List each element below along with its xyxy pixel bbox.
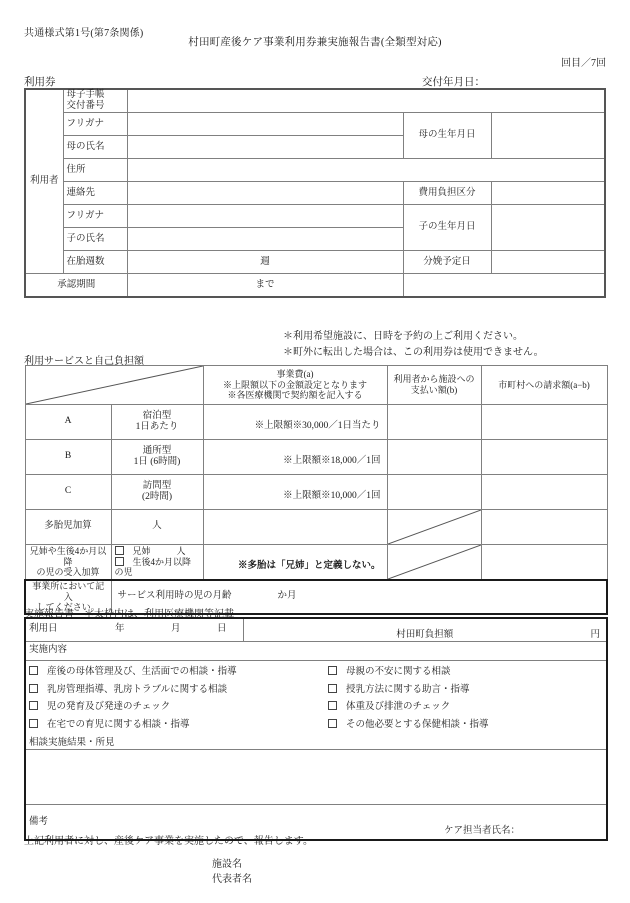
office-entry-text: サービス利用時の児の月齢 <box>117 591 232 602</box>
service-claim-a[interactable] <box>481 405 607 440</box>
table-row <box>25 274 605 298</box>
child-birth-value[interactable] <box>491 205 605 251</box>
service-claim-c[interactable] <box>481 475 607 510</box>
mother-handbook-label-line1: 母子手帳 <box>66 90 105 100</box>
sibling-check-2[interactable] <box>115 557 200 578</box>
check-item-label: 在宅での育児に関する相談・指導 <box>47 719 190 730</box>
service-amount-b: ※上限額※18,000／1回 <box>203 440 387 475</box>
check-item-label: その他必要とする保健相談・指導 <box>346 719 489 730</box>
service-type-c-line2: (2時間) <box>141 492 173 502</box>
consult-result-input[interactable] <box>25 750 607 805</box>
signature-block <box>212 858 252 887</box>
care-staff-name-label: ケア担当者氏名： <box>443 826 520 836</box>
table-row <box>25 750 607 805</box>
due-date-value[interactable] <box>491 251 605 274</box>
service-code-b: B <box>25 440 111 475</box>
contact-label: 連絡先 <box>63 182 127 205</box>
check-item[interactable] <box>29 666 316 678</box>
service-type-a <box>111 405 203 440</box>
table-row <box>25 182 605 205</box>
contact-value[interactable] <box>127 182 403 205</box>
service-type-b <box>111 440 203 475</box>
checkbox-icon[interactable] <box>328 666 337 675</box>
town-burden-label: 村田町負担額 <box>396 630 454 640</box>
checkbox-icon[interactable] <box>115 546 124 555</box>
approval-period-value[interactable]: まで <box>127 274 403 298</box>
sibling-note: ※多胎は「兄姉」と定義しない。 <box>203 545 387 581</box>
table-header-row <box>25 366 607 405</box>
check-item[interactable] <box>328 684 603 696</box>
service-code-a: A <box>25 405 111 440</box>
representative-name-label: 代表者名 <box>212 873 252 885</box>
diagonal-line-icon <box>26 366 203 404</box>
checkbox-icon[interactable] <box>328 701 337 710</box>
check-item-label: 乳房管理指導、乳房トラブルに関する相談 <box>47 684 228 695</box>
checklist-column-right <box>316 663 603 736</box>
service-claim-b[interactable] <box>481 440 607 475</box>
yen-unit: 円 <box>590 630 600 640</box>
table-row <box>25 205 605 228</box>
table-row <box>25 251 605 274</box>
table-row <box>25 661 607 750</box>
sibling-check-2-label: 生後4か月以降の児 <box>114 556 192 578</box>
check-item-label: 産後の母体管理及び、生活面での相談・指導 <box>47 667 237 677</box>
service-payment-a[interactable] <box>387 405 481 440</box>
usage-notes <box>283 329 544 360</box>
multiple-birth-count[interactable]: 人 <box>111 510 203 545</box>
checkbox-icon[interactable] <box>29 719 38 728</box>
diagonal-line-icon <box>388 545 481 579</box>
facility-name-label: 施設名 <box>212 859 242 870</box>
checkbox-icon[interactable] <box>115 557 124 566</box>
service-header-diagonal-cell <box>25 366 203 405</box>
town-burden-field[interactable] <box>243 618 607 642</box>
check-item[interactable] <box>29 701 316 713</box>
check-item-label: 授乳方法に関する助言・指導 <box>346 684 470 695</box>
ticket-section-label: 利用券 <box>24 77 56 88</box>
child-birth-label: 子の生年月日 <box>403 205 491 251</box>
mother-handbook-value[interactable] <box>127 89 605 113</box>
service-payment-b[interactable] <box>387 440 481 475</box>
service-amount-c: ※上限額※10,000／1回 <box>203 475 387 510</box>
check-item[interactable] <box>29 684 316 696</box>
use-date-year: 年 <box>115 624 125 635</box>
service-type-c <box>111 475 203 510</box>
payment-header-line2: 支払い額(b) <box>410 385 458 395</box>
gestation-value[interactable]: 週 <box>127 251 403 274</box>
fee-header-line3: ※各医療機関で契約額を記入する <box>227 390 363 401</box>
service-fee-table <box>24 365 608 615</box>
use-date-label: 利用日 <box>29 624 58 635</box>
child-furigana-value[interactable] <box>127 205 403 228</box>
cost-division-value[interactable] <box>491 182 605 205</box>
address-label: 住所 <box>63 159 127 182</box>
sibling-check-1[interactable] <box>115 546 200 557</box>
multiple-birth-fee[interactable] <box>203 510 387 545</box>
fee-header-line2: ※上限額以下の金額設定となります <box>222 379 367 390</box>
service-type-b-line1: 通所型 <box>142 445 172 456</box>
claim-column-header: 市町村への請求額(a−b) <box>481 366 607 405</box>
approval-period-extra[interactable] <box>403 274 605 298</box>
table-row <box>25 405 607 440</box>
mother-name-value[interactable] <box>127 136 403 159</box>
user-row-header: 利用者 <box>25 89 63 274</box>
office-entry-label-line1: 事業所において記入 <box>32 581 105 602</box>
address-value[interactable] <box>127 159 605 182</box>
consult-result-label: 相談実施結果・所見 <box>29 738 115 748</box>
sibling-checkboxes <box>111 545 203 581</box>
service-section-label: 利用サービスと自己負担額 <box>24 356 144 367</box>
service-type-a-line1: 宿泊型 <box>142 410 172 421</box>
table-row <box>25 618 607 642</box>
table-row <box>25 475 607 510</box>
mother-birth-label: 母の生年月日 <box>403 113 491 159</box>
content-section-label: 実施内容 <box>25 642 607 661</box>
issue-date-label: 交付年月日： <box>422 77 485 88</box>
service-amount-a: ※上限額※30,000／1日当たり <box>203 405 387 440</box>
checkbox-icon[interactable] <box>328 684 337 693</box>
table-row <box>25 545 607 581</box>
check-item[interactable] <box>29 719 316 731</box>
multiple-birth-payment-struck <box>387 510 481 545</box>
usage-count-label: 回目／7回 <box>561 58 606 69</box>
payment-header-line1: 利用者から施設への <box>393 374 475 385</box>
cost-division-label: 費用負担区分 <box>403 182 491 205</box>
checkbox-icon[interactable] <box>29 701 38 710</box>
check-item[interactable] <box>328 701 603 713</box>
table-row <box>25 89 605 113</box>
sibling-claim[interactable] <box>481 545 607 581</box>
page-title: 村田町産後ケア事業利用券兼実施報告書(全類型対応) <box>188 37 442 48</box>
checklist-column-left <box>29 663 316 736</box>
service-payment-c[interactable] <box>387 475 481 510</box>
diagonal-line-icon <box>388 510 481 544</box>
service-code-c: C <box>25 475 111 510</box>
user-info-table <box>24 88 606 298</box>
multiple-birth-claim[interactable] <box>481 510 607 545</box>
fee-column-header <box>203 366 387 405</box>
usage-note-1: ＊利用希望施設に、日時を予約の上ご利用ください。 <box>283 331 523 342</box>
check-item-label: 体重及び排泄のチェック <box>346 702 451 712</box>
table-row <box>25 159 605 182</box>
checkbox-icon[interactable] <box>29 684 38 693</box>
child-furigana-label: フリガナ <box>63 205 127 228</box>
checkbox-icon[interactable] <box>328 719 337 728</box>
child-name-value[interactable] <box>127 228 403 251</box>
use-date-field[interactable] <box>25 618 243 642</box>
payment-column-header <box>387 366 481 405</box>
check-item[interactable] <box>328 666 603 678</box>
use-date-month: 月 <box>171 624 181 635</box>
implementation-report-table <box>24 617 608 841</box>
gestation-label: 在胎週数 <box>63 251 127 274</box>
report-section-note: ＊太枠内は、利用医療機関等記載 <box>84 609 234 620</box>
due-date-label: 分娩予定日 <box>403 251 491 274</box>
mother-name-label: 母の氏名 <box>63 136 127 159</box>
report-section-label: 実施報告書 <box>24 609 74 620</box>
sibling-label-line1: 兄姉や生後4か月以降 <box>29 546 107 567</box>
sibling-label <box>25 545 111 581</box>
table-row <box>25 440 607 475</box>
checkbox-icon[interactable] <box>29 666 38 675</box>
form-code: 共通様式第1号(第7条関係) <box>24 28 144 39</box>
child-name-label: 子の氏名 <box>63 228 127 251</box>
office-entry-unit: か月 <box>277 591 297 602</box>
service-type-b-line2: 1日 (6時間) <box>133 457 181 467</box>
service-type-c-line1: 訪問型 <box>142 480 172 491</box>
table-row <box>25 642 607 661</box>
fee-header-line1: 事業費(a) <box>276 369 314 380</box>
mother-handbook-label-line2: 交付番号 <box>66 101 105 112</box>
content-checklist <box>25 661 607 750</box>
use-date-day: 日 <box>217 624 227 635</box>
service-type-a-line2: 1日あたり <box>135 422 179 432</box>
mother-birth-value[interactable] <box>491 113 605 159</box>
sibling-payment-struck <box>387 545 481 581</box>
usage-note-2: ＊町外に転出した場合は、この利用券は使用できません。 <box>283 346 544 358</box>
sibling-check-1-unit: 人 <box>176 546 186 557</box>
check-item[interactable] <box>328 719 603 731</box>
table-row <box>25 113 605 136</box>
mother-handbook-label <box>63 89 127 113</box>
check-item-label: 児の発育及び発達のチェック <box>47 702 171 712</box>
sibling-label-line2: の児の受入加算 <box>36 567 100 578</box>
mother-furigana-label: フリガナ <box>63 113 127 136</box>
check-item-label: 母親の不安に関する相談 <box>346 667 451 677</box>
multiple-birth-label: 多胎児加算 <box>25 510 111 545</box>
mother-furigana-value[interactable] <box>127 113 403 136</box>
approval-period-label: 承認期間 <box>25 274 127 298</box>
closing-statement: 上記利用者に対し、産後ケア事業を実施したので、報告します。 <box>24 836 313 847</box>
table-row <box>25 510 607 545</box>
office-entry-label-line2: してください。 <box>36 602 100 613</box>
remarks-label: 備考 <box>29 817 49 828</box>
sibling-check-1-label: 兄姉 <box>132 546 151 557</box>
